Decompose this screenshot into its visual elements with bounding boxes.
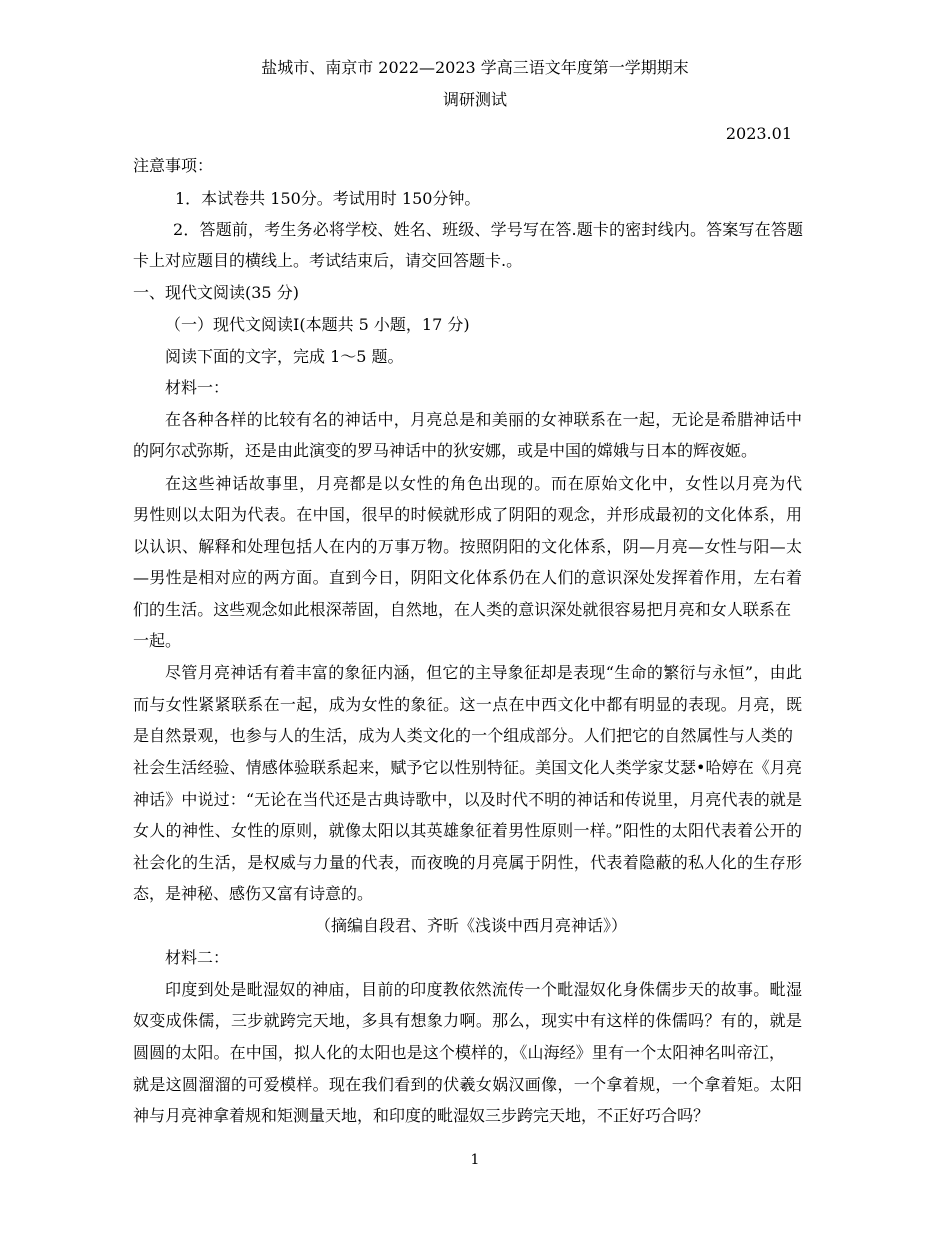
- material-1-line: —男性是相对应的两方面。直到今日，阴阳文化体系仍在人们的意识深处发挥着作用，左右着: [133, 568, 802, 587]
- material-1-line: 神话》中说过：“无论在当代还是古典诗歌中，以及时代不明的神话和传说里，月亮代表的就是: [133, 790, 802, 809]
- material-1-line: 在这些神话故事里，月亮都是以女性的角色出现的。而在原始文化中，女性以月亮为代: [165, 474, 802, 493]
- section-sub-heading: （一）现代文阅读Ⅰ(本题共 5 小题，17 分): [165, 315, 470, 334]
- notice-heading: 注意事项：: [133, 156, 214, 175]
- material-1-line: 一起。: [133, 631, 182, 650]
- document-subtitle: 调研测试: [442, 90, 507, 109]
- material-1-line: 女人的神性、女性的原则，就像太阳以其英雄象征着男性原则一样。”阳性的太阳代表着公开的: [133, 821, 802, 840]
- material-1-line: 在各种各样的比较有名的神话中，月亮总是和美丽的女神联系在一起，无论是希腊神话中: [165, 410, 802, 429]
- material-1-line: 以认识、解释和处理包括人在内的万事万物。按照阴阳的文化体系，阴—月亮—女性与阳—太: [133, 537, 802, 556]
- material-2-line: 就是这圆溜溜的可爱模样。现在我们看到的伏羲女娲汉画像，一个拿着规，一个拿着矩。太阳: [133, 1075, 802, 1094]
- page-number: 1: [470, 1152, 480, 1168]
- material-2-line: 奴变成侏儒，三步就跨完天地，多具有想象力啊。那么，现实中有这样的侏儒吗？有的，就是: [133, 1011, 802, 1030]
- material-1-line: 们的生活。这些观念如此根深蒂固，自然地，在人类的意识深处就很容易把月亮和女人联系在: [133, 600, 791, 619]
- material-1-line: 社会化的生活，是权威与力量的代表，而夜晚的月亮属于阴性，代表着隐蔽的私人化的生存形: [133, 853, 802, 872]
- material-1-line: 而与女性紧紧联系在一起，成为女性的象征。这一点在中西文化中都有明显的表现。月亮，既: [133, 695, 802, 714]
- material-2-line: 印度到处是毗湿奴的神庙，目前的印度教依然流传一个毗湿奴化身侏儒步天的故事。毗湿: [165, 980, 802, 999]
- material-1-line: 社会生活经验、情感体验联系起来，赋予它以性别特征。美国文化人类学家艾瑟•哈婷在《月亮: [133, 758, 802, 777]
- material-1-line: 是自然景观，也参与人的生活，成为人类文化的一个组成部分。人们把它的自然属性与人类的: [133, 726, 793, 745]
- material-1-line: 尽管月亮神话有着丰富的象征内涵，但它的主导象征却是表现“生命的繁衍与永恒”，由此: [165, 663, 802, 682]
- notice-item-2-line-2: 卡上对应题目的横线上。考试结束后，请交回答题卡.。: [133, 251, 523, 270]
- material-1-line: 态，是神秘、感伤又富有诗意的。: [133, 884, 374, 903]
- material-1-source: （摘编自段君、齐昕《浅谈中西月亮神话》）: [315, 916, 628, 935]
- material-2-line: 神与月亮神拿着规和矩测量天地，和印度的毗湿奴三步跨完天地，不正好巧合吗？: [133, 1106, 710, 1125]
- material-1-line: 的阿尔忒弥斯，还是由此演变的罗马神话中的狄安娜，或是中国的嫦娥与日本的辉夜姬。: [133, 441, 758, 460]
- section-heading: 一、现代文阅读(35 分): [133, 283, 299, 302]
- material-1-label: 材料一：: [165, 378, 230, 397]
- material-2-label: 材料二：: [165, 948, 230, 967]
- document-date: 2023.01: [725, 124, 792, 143]
- section-instruction: 阅读下面的文字，完成 1～5 题。: [165, 347, 404, 366]
- notice-item-1: 1．本试卷共 150分。考试用时 150分钟。: [175, 189, 481, 208]
- material-1-line: 男性则以太阳为代表。在中国，很早的时候就形成了阴阳的观念，并形成最初的文化体系，用: [133, 505, 802, 524]
- document-title: 盐城市、南京市 2022—2023 学高三语文年度第一学期期末: [261, 58, 689, 77]
- material-2-line: 圆圆的太阳。在中国，拟人化的太阳也是这个模样的，《山海经》里有一个太阳神名叫帝江，: [133, 1043, 785, 1062]
- notice-item-2-line-1: 2．答题前，考生务必将学校、姓名、班级、学号写在答.题卡的密封线内。答案写在答题: [173, 220, 803, 239]
